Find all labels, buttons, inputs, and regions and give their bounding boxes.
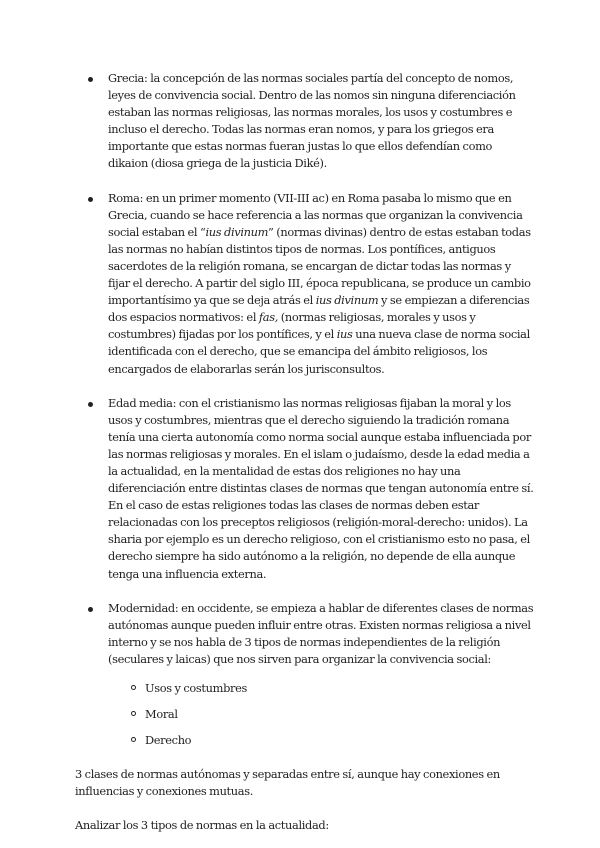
bullet-item-grecia — [75, 70, 534, 173]
bullet-dot-icon — [88, 607, 93, 612]
paragraph-summary: 3 clases de normas autónomas y separadas entre sí, aunque hay conexiones en influencias y conexiones mutuas. — [75, 767, 500, 799]
sub-item-label: Moral — [145, 707, 178, 721]
bullet-item-edad-media — [75, 395, 534, 583]
italic-term: fas, — [258, 310, 278, 325]
bullet-dot-icon — [88, 402, 93, 407]
bullet-dot-icon — [88, 77, 93, 82]
italic-term: ius divinum — [315, 293, 379, 308]
sub-item-label: Usos y costumbres — [145, 681, 247, 695]
hollow-bullet-icon — [131, 737, 136, 742]
italic-term: ius — [336, 327, 353, 342]
hollow-bullet-icon — [131, 711, 136, 716]
bullet-text: Grecia: la concepción de las normas sociales partía del concepto de nomos, leyes de convivencia social. Dentro de las nomos sin ninguna diferenciación estaban las normas religiosas, las normas morales, los usos y costumbres e incluso el derecho. Todas las normas eran nomos, y para los griegos era importante que estas normas fueran justas lo que ellos defendían como dikaion (diosa griega de la justicia Diké). — [108, 71, 516, 171]
bullet-dot-icon — [88, 197, 93, 202]
bullet-text: Roma: en un primer momento (VII-III ac) en Roma pasaba lo mismo que en Grecia, cuando se hace referencia a las normas que organizan la convivencia social estaban el “ius divinum” (normas divinas) dentro de estas estaban todas las normas no habían distintos tipos de normas. Los pontífices, antiguos sacerdotes de la religión romana, se encargan de dictar todas las normas y fijar el derecho. A partir del siglo III, época republicana, se produce un cambio importantísimo ya que se deja atrás el ius divinum y se empiezan a diferencias dos espacios normativos: el fas, (normas religiosas, morales y usos y costumbres) fijadas por los pontífices, y el ius una nueva clase de norma social identificada con el derecho, que se emancipa del ámbito religiosos, los encargados de elaborarlas serán los jurisconsultos. — [108, 190, 531, 376]
bullet-item-modernidad — [75, 600, 534, 749]
sub-item-moral — [108, 706, 534, 723]
sub-item-derecho — [108, 732, 534, 749]
sub-item-usos — [108, 680, 534, 697]
bullet-text: Edad media: con el cristianismo las normas religiosas fijaban la moral y los usos y costumbres, mientras que el derecho siguiendo la tradición romana tenía una cierta autonomía como norma social aunque estaba influenciada por las normas religiosas y morales. En el islam o judaísmo, desde la edad media a la actualidad, en la mentalidad de estas dos religiones no hay una diferenciación entre distintas clases de normas que tengan autonomía entre sí. En el caso de estas religiones todas las clases de normas deben estar relacionadas con los preceptos religiosos (religión-moral-derecho: unidos). La sharia por ejemplo es un derecho religioso, con el cristianismo esto no pasa, el derecho siempre ha sido autónomo a la religión, no depende de ella aunque tenga una influencia externa. — [108, 395, 534, 581]
sub-list — [108, 680, 534, 749]
bullet-text: Modernidad: en occidente, se empieza a hablar de diferentes clases de normas autónomas aunque pueden influir entre otras. Existen normas religiosa a nivel interno y se nos habla de 3 tipos de normas independientes de la religión (seculares y laicas) que nos sirven para organizar la convivencia social: — [108, 600, 534, 666]
bullet-item-roma — [75, 190, 534, 378]
sub-item-label: Derecho — [145, 733, 192, 747]
italic-term: ius divinum — [205, 224, 269, 239]
bullet-list — [75, 70, 534, 749]
paragraph-analizar: Analizar los 3 tipos de normas en la actualidad: — [75, 818, 329, 833]
hollow-bullet-icon — [131, 685, 136, 690]
